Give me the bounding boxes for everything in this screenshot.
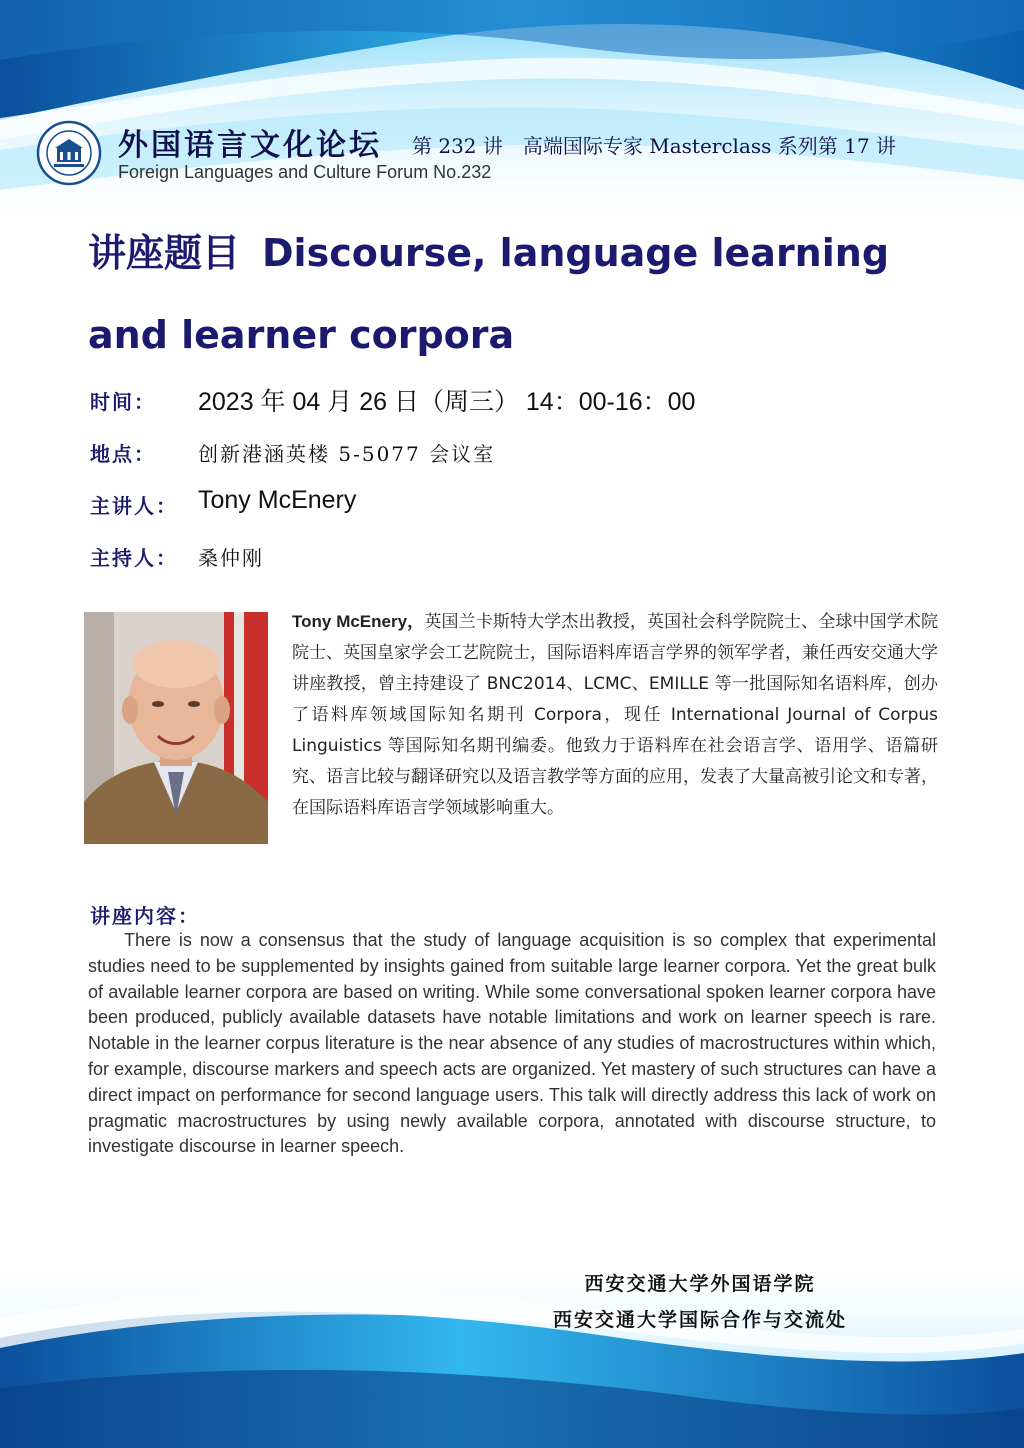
- speaker-row: [90, 482, 970, 534]
- speaker-label: 主讲人：: [90, 494, 178, 518]
- speaker-value: Tony McEnery: [198, 486, 357, 514]
- forum-english-title: Foreign Languages and Culture Forum No.232: [118, 162, 492, 182]
- bio-text: 英国兰卡斯特大学杰出教授，英国社会科学院院士、全球中国学术院院士、英国皇家学会工艺院院士，国际语料库语言学界的领军学者，兼任西安交通大学讲座教授，曾主持建设了 BNC2014、LCMC、EMILLE 等一批国际知名语料库，创办了语料库领域国际知名期刊 Corpora，现任 International Journal of Corpus Linguistics 等国际知名期刊编委。他致力于语料库在社会语言学、语用学、语篇研究、语言比较与翻译研究以及语言教学等方面的应用，发表了大量高被引论文和专著，在国际语料库语言学领域影响重大。: [292, 612, 939, 818]
- forum-header: [36, 118, 996, 198]
- organizer-office: 西安交通大学国际合作与交流处: [552, 1309, 847, 1331]
- time-value: 2023 年 04 月 26 日（周三） 14：00-16：00: [198, 388, 696, 416]
- lecture-title-text: Discourse, language learning and learner corpora: [88, 231, 890, 357]
- host-value: 桑仲刚: [198, 546, 264, 570]
- bio-name: Tony McEnery，: [292, 612, 425, 631]
- lecture-title-label: 讲座题目: [88, 231, 241, 275]
- place-label: 地点：: [90, 442, 156, 466]
- time-label: 时间：: [90, 390, 156, 414]
- lecture-title: [88, 212, 968, 376]
- speaker-bio: [292, 606, 938, 824]
- organizers: [500, 1266, 900, 1338]
- university-seal-logo: [36, 120, 102, 186]
- organizer-school: 西安交通大学外国语学院: [584, 1273, 816, 1295]
- lecture-abstract: There is now a consensus that the study of language acquisition is so complex that experimental studies need to be supplemented by insights gained from suitable large learner corpora. Yet the great bulk of available learner corpora are based on writing. While some conversational spoken learner corpora have been produced, publicly available datasets have notable limitations and work on learner speech is rare. Notable in the learner corpus literature is the near absence of any studies of macrostructures within which, for example, discourse markers and speech acts are organized. Yet mastery of such structures can have a direct impact on performance for second language users. This talk will directly address this lack of work on pragmatic macrostructures by using newly available corpora, annotated with discourse structure, to investigate discourse in learner speech.: [88, 930, 936, 1157]
- forum-title: 外国语言文化论坛: [118, 128, 382, 163]
- content-label: 讲座内容：: [90, 904, 200, 928]
- host-label: 主持人：: [90, 546, 178, 570]
- place-row: [90, 430, 970, 482]
- speaker-photo: [84, 612, 268, 844]
- event-info: [90, 378, 970, 586]
- time-row: [90, 378, 970, 430]
- place-value: 创新港涵英楼 5-5077 会议室: [198, 442, 496, 466]
- forum-subtitle: 第 232 讲 高端国际专家 Masterclass 系列第 17 讲: [412, 134, 896, 158]
- host-row: [90, 534, 970, 586]
